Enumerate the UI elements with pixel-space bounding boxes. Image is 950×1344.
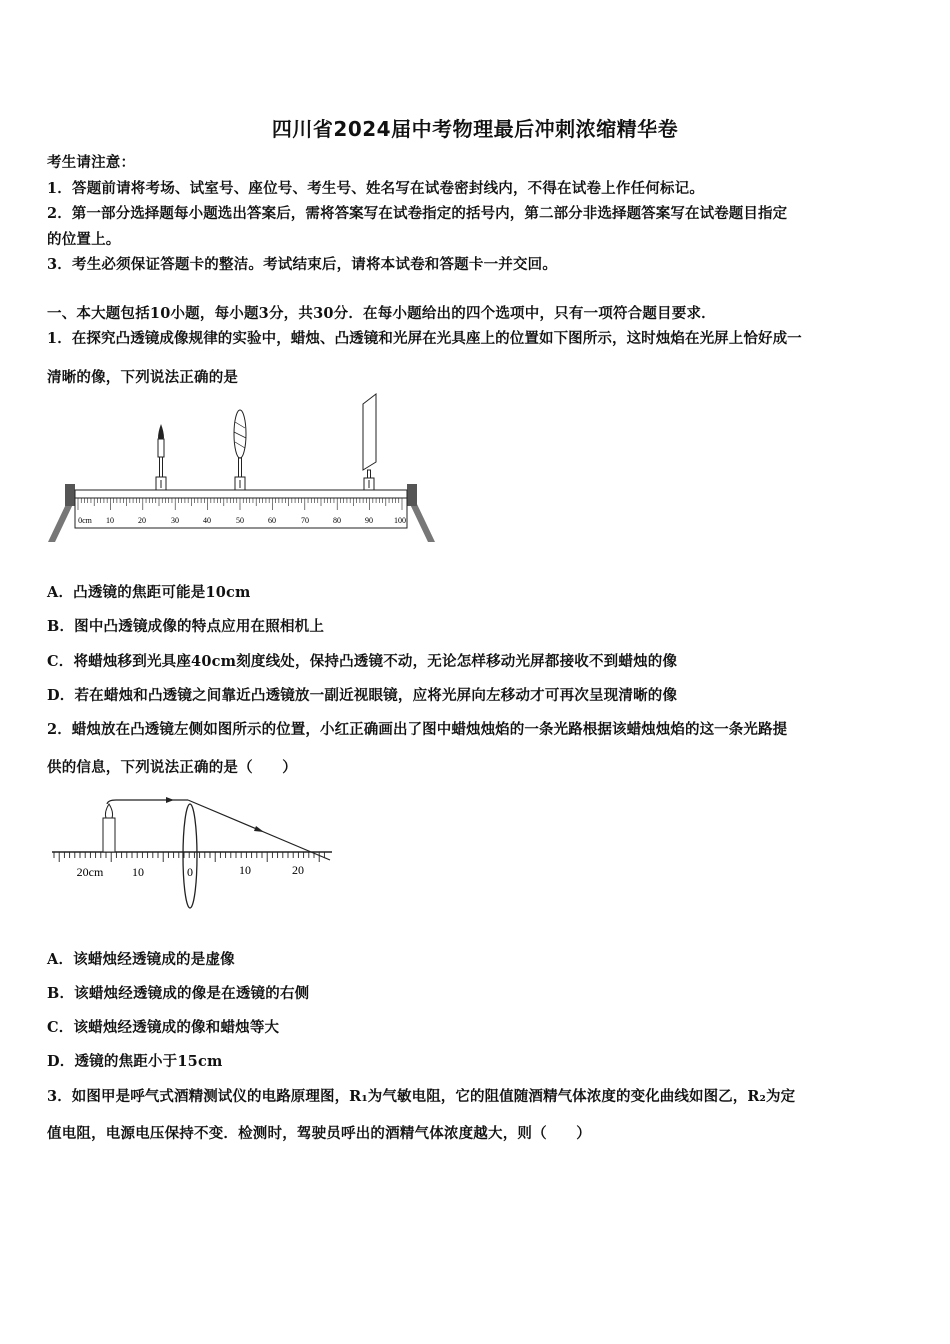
ruler-label: 20cm [76,865,104,879]
ruler-label: 30 [171,516,179,525]
candle [156,424,166,490]
q2-option-a: A．该蜡烛经透镜成的是虚像 [47,951,235,968]
bench-end-right [407,484,417,506]
incident-ray [107,800,188,804]
q2-stem: 供的信息，下列说法正确的是（ ） [47,759,297,776]
bench-leg-right [409,502,435,542]
ray-arrow [254,826,264,832]
notice-item: 3．考生必须保证答题卡的整洁。考试结束后，请将本试卷和答题卡一并交回。 [47,256,558,273]
optical-bench-figure [45,392,440,548]
q1-option-b: B．图中凸透镜成像的特点应用在照相机上 [47,618,325,635]
q2-option-c: C．该蜡烛经透镜成的像和蜡烛等大 [47,1019,280,1036]
q2-stem: 2．蜡烛放在凸透镜左侧如图所示的位置，小红正确画出了图中蜡烛烛焰的一条光路根据该蜡烛烛焰的这一条光路提 [47,721,788,738]
ruler-label: 90 [365,516,373,525]
bench-leg-left [48,502,74,542]
q3-stem: 值电阻，电源电压保持不变．检测时，驾驶员呼出的酒精气体浓度越大，则（ ） [47,1125,591,1142]
candle [103,804,115,852]
q2-option-b: B．该蜡烛经透镜成的像是在透镜的右侧 [47,985,310,1002]
q1-stem: 1．在探究凸透镜成像规律的实验中，蜡烛、凸透镜和光屏在光具座上的位置如下图所示，这时烛焰在光屏上恰好成一 [47,330,802,347]
q1-option-c: C．将蜡烛移到光具座40cm刻度线处，保持凸透镜不动，无论怎样移动光屏都接收不到蜡烛的像 [47,653,678,670]
notice-heading: 考生请注意： [47,154,136,171]
q1-option-a: A．凸透镜的焦距可能是10cm [47,584,251,601]
q1-stem: 清晰的像，下列说法正确的是 [47,369,239,386]
notice-item: 2．第一部分选择题每小题选出答案后，需将答案写在试卷指定的括号内，第二部分非选择题答案写在试卷题目指定 [47,205,788,222]
ruler-label: 80 [333,516,341,525]
light-path-svg [48,790,338,912]
q2-option-d: D．透镜的焦距小于15cm [47,1053,223,1070]
notice-item: 1．答题前请将考场、试室号、座位号、考生号、姓名写在试卷密封线内，不得在试卷上作任何标记。 [47,180,705,197]
ruler-label: 100 [394,516,406,525]
lp-ticks [54,852,324,862]
ruler-label: 0 [187,865,193,879]
page-title: 四川省2024届中考物理最后冲刺浓缩精华卷 [271,117,679,141]
bench-end-left [65,484,75,506]
q3-stem: 3．如图甲是呼气式酒精测试仪的电路原理图，R₁为气敏电阻，它的阻值随酒精气体浓度的变化曲线如图乙，R₂为定 [47,1088,796,1105]
ruler-label: 50 [236,516,244,525]
ruler-label: 20 [138,516,146,525]
ruler-label: 0cm [78,516,92,525]
light-screen [363,394,376,490]
ruler-label: 40 [203,516,211,525]
ruler-label: 10 [106,516,114,525]
section-heading: 一、本大题包括10小题，每小题3分，共30分．在每小题给出的四个选项中，只有一项符合题目要求． [47,305,716,322]
ruler-label: 10 [132,865,144,879]
optical-bench-svg [45,392,440,548]
notice-item: 的位置上。 [47,231,121,248]
ray-arrow [166,797,174,803]
convex-lens [234,410,246,490]
light-path-figure [48,790,338,912]
q1-option-d: D．若在蜡烛和凸透镜之间靠近凸透镜放一副近视眼镜，应将光屏向左移动才可再次呈现清晰的像 [47,687,678,704]
ruler-label: 70 [301,516,309,525]
bench-rail [75,490,407,498]
ruler-label: 60 [268,516,276,525]
ruler-label: 20 [292,863,304,877]
ruler-label: 10 [239,863,251,877]
convex-lens [183,804,197,908]
